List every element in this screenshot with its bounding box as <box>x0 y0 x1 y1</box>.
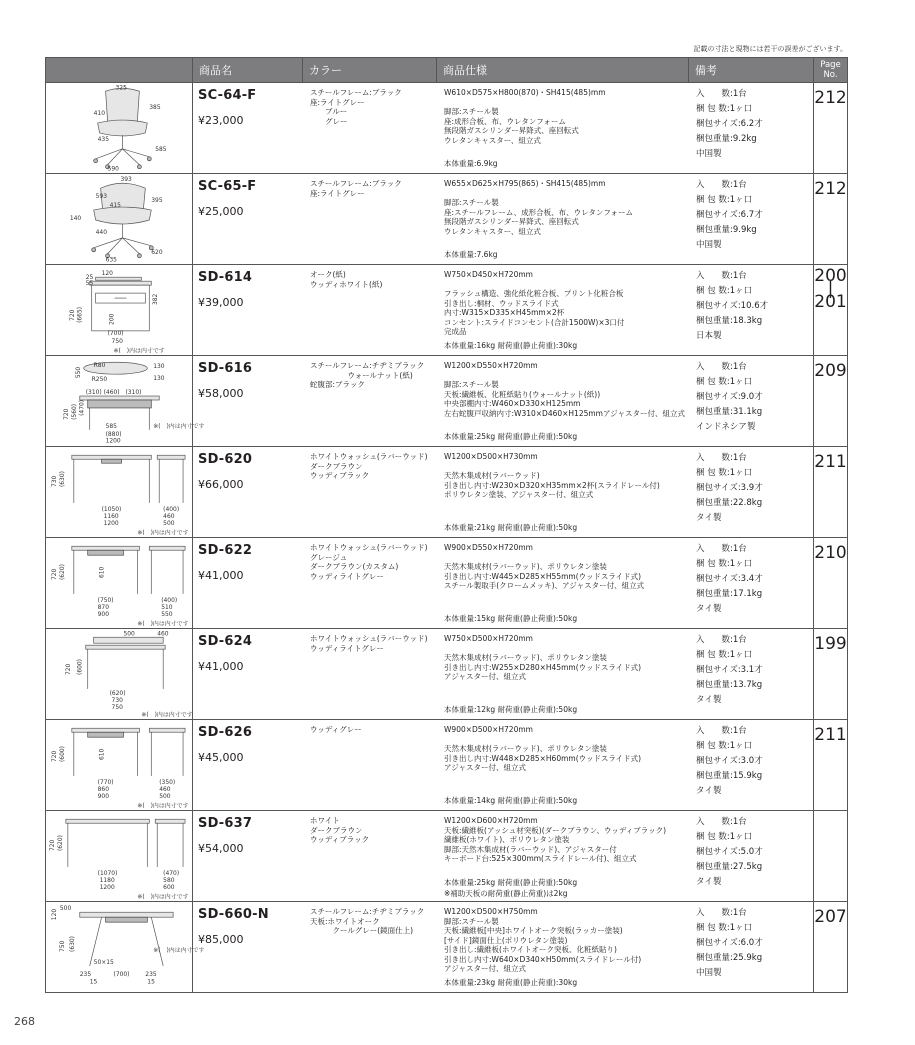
product-row-sc-65-f <box>46 174 848 265</box>
dimension-label: 1200 <box>103 519 119 527</box>
dimension-label: (600) <box>58 746 66 763</box>
header-remarks: 備考 <box>689 58 814 83</box>
desk-top <box>66 819 149 823</box>
dimension-label: (600) <box>76 659 84 675</box>
dimension-label: 585 <box>155 145 167 153</box>
product-diagram <box>46 83 193 174</box>
dimension-label: 440 <box>95 228 108 236</box>
product-weight: 本体重量:7.6kg <box>444 250 498 259</box>
dimension-label: 55 <box>85 280 94 288</box>
product-color: スチールフレーム:ブラック 座:ライトグレー ブルー グレー <box>310 88 402 126</box>
desk-drawer <box>102 459 122 463</box>
product-spec: W1200×D500×H750mm 脚部:スチール製 天板:繊維板[中央]ホワイトオーク突板(ラッカー塗装) [サイド]鏡面仕上(ポリウレタン塗装) 引き出し:繊維板(ホワイトオーク突板、化粧紙貼り) 引き出し内寸:W640×D340×H50mm(スライドレール付) アジャスター付、組立式 <box>444 907 642 973</box>
product-color: ホワイトウォッシュ(ラバーウッド) グレージュ ダークブラウン(カスタム) ウッディライトグレー <box>310 543 428 581</box>
dimension-label: 130 <box>153 375 165 383</box>
product-color: スチールフレーム:チヂミブラック 天板:ホワイトオーク クールグレー(鏡面仕上) <box>310 907 425 935</box>
chair-base <box>94 238 152 254</box>
page-ref-number: 212 <box>814 179 847 199</box>
dimension-label: 720 <box>62 408 70 420</box>
product-color: ホワイト ダークブラウン ウッディブラック <box>310 816 370 844</box>
measurement-note: 記載の寸法と現物には若干の誤差がございます。 <box>693 45 847 53</box>
page-number: 268 <box>14 1015 35 1028</box>
product-color: オーク(紙) ウッディホワイト(紙) <box>310 270 383 289</box>
dimension-label: 610 <box>98 748 106 761</box>
dimension-label: 720 <box>48 839 56 852</box>
dimension-label: 1160 <box>103 512 119 520</box>
dimension-label: 325 <box>115 84 127 92</box>
product-remarks: 入 数:1台 梱 包 数:1ヶ口 梱包サイズ:3.4才 梱包重量:17.1kg タイ製 <box>696 544 763 614</box>
product-row-sd-614 <box>46 265 848 356</box>
product-weight: 本体重量:16kg 耐荷重(静止荷重):30kg <box>444 341 578 350</box>
catalog-page-ref[interactable] <box>814 265 848 356</box>
dimension-label: (1050) <box>101 505 122 513</box>
header-page: Page No. <box>814 58 848 83</box>
product-row-sd-626 <box>46 720 848 811</box>
product-color: スチールフレーム:チヂミブラック ウォールナット(紙) 蛇腹部:ブラック <box>310 361 425 389</box>
caster <box>137 254 141 258</box>
page-ref-number: 210 <box>814 543 847 563</box>
dimension-label: 550 <box>161 610 173 618</box>
dimension-label: (665) <box>76 306 84 323</box>
product-row-sd-660-n <box>46 902 848 993</box>
dimension-label: (470) <box>163 869 180 877</box>
product-color: ウッディグレー <box>310 725 362 734</box>
product-diagram-svg <box>46 720 192 810</box>
product-spec: W1200×D500×H730mm 天然木集成材(ラバーウッド) 引き出し内寸:W230×D320×H35mm×2杯(スライドレール付) ポリウレタン塗装、アジャスター付、組立式 <box>444 452 660 499</box>
product-spec: W1200×D600×H720mm 天板:繊維板(アッシュ材突板)(ダークブラウン、ウッディブラック) 繊維板(ホワイト)、ポリウレタン塗装 脚部:天然木集成材(ラバーウッド)、アジャスター付 キーボード台:525×300mm(スライドレール付)、組立式 <box>444 816 667 863</box>
desk-top <box>72 728 140 732</box>
product-weight: 本体重量:21kg 耐荷重(静止荷重):50kg <box>444 523 578 532</box>
chair-base <box>96 149 150 165</box>
product-spec: W1200×D550×H720mm 脚部:スチール製 天板:繊維板、化粧紙貼り(ウォールナット(紙)) 中央部棚内寸:W460×D330×H125mm 左右蛇腹戸収納内寸:W310×D460×H125mmアジャスター付、組立式 <box>444 361 686 418</box>
desk-side-top <box>155 819 185 823</box>
dimension-label: 750 <box>111 703 123 711</box>
desk-drawer <box>88 550 124 555</box>
product-diagram-svg <box>46 83 192 173</box>
dimension-label: (630) <box>68 935 76 952</box>
product-code: SC-64-F <box>198 88 257 103</box>
page-ref-number: 207 <box>814 907 847 927</box>
product-code: SC-65-F <box>198 179 257 194</box>
dimension-label: 730 <box>50 475 58 488</box>
dimension-label: (630) <box>58 471 66 488</box>
dimension-label: 610 <box>98 566 106 579</box>
dimension-label: 900 <box>97 610 109 618</box>
desk-body <box>92 285 150 331</box>
dimension-label: (310) <box>85 389 102 397</box>
chair-back <box>106 88 140 123</box>
product-diagram <box>46 447 193 538</box>
dimension-label: (400) <box>161 596 178 604</box>
dimension-label: 580 <box>163 876 175 884</box>
desk-top <box>72 455 151 459</box>
dimension-label: (400) <box>163 505 180 513</box>
dimension-label: 1180 <box>99 876 115 884</box>
product-remarks: 入 数:1台 梱 包 数:1ヶ口 梱包サイズ:3.0才 梱包重量:15.9kg タイ製 <box>696 726 763 796</box>
product-diagram <box>46 174 193 265</box>
product-spec-table <box>45 57 848 993</box>
product-weight: 本体重量:12kg 耐荷重(静止荷重):50kg <box>444 705 578 714</box>
desk-top <box>90 281 152 285</box>
product-diagram <box>46 356 205 447</box>
dimension-label: (470) <box>78 399 86 416</box>
product-spec: W900×D500×H720mm 天然木集成材(ラバーウッド)、ポリウレタン塗装 引き出し内寸:W448×D285×H60mm(ウッドスライド式) アジャスター付、組立式 <box>444 725 642 772</box>
dimension-label: 585 <box>105 422 117 430</box>
product-row-sd-637 <box>46 811 848 902</box>
dimension-label: 870 <box>97 603 109 611</box>
product-row-sc-64-f <box>46 83 848 174</box>
product-weight: 本体重量:14kg 耐荷重(静止荷重):50kg <box>444 796 578 805</box>
dimension-label: 510 <box>161 603 173 611</box>
desk-side-top <box>149 546 185 550</box>
caster <box>92 248 96 252</box>
caster <box>147 157 151 161</box>
dimension-label: 50×15 <box>93 958 114 966</box>
dimension-label: 500 <box>163 519 175 527</box>
dimension-label: 15 <box>147 978 155 986</box>
desk-side-top <box>157 455 185 459</box>
product-price: ¥39,000 <box>198 296 244 309</box>
product-code: SD-626 <box>198 725 253 740</box>
product-row-sd-622 <box>46 538 848 629</box>
dimension-label: (1070) <box>97 869 118 877</box>
product-price: ¥45,000 <box>198 751 244 764</box>
dimension-label: ※( )内は内寸です <box>141 711 193 719</box>
page-ref-number: 200 | 201 <box>814 266 847 312</box>
desk-top <box>80 912 173 917</box>
product-spec: W750×D450×H720mm フラッシュ構造、強化紙化粧合板、プリント化粧合板 引き出し:桐材、ウッドスライド式 内寸:W315×D335×H45mm×2杯 コンセント:スライドコンセント(合計1500W)×3口付 完成品 <box>444 270 625 336</box>
product-diagram <box>46 265 193 356</box>
product-row-sd-616 <box>46 356 848 447</box>
dimension-label: 235 <box>79 970 92 978</box>
product-diagram <box>46 811 193 902</box>
catalog-page-ref[interactable] <box>814 629 848 720</box>
product-price: ¥41,000 <box>198 569 244 582</box>
dimension-label: 415 <box>109 202 121 210</box>
dimension-label: (460) <box>103 389 120 397</box>
product-remarks: 入 数:1台 梱 包 数:1ヶ口 梱包サイズ:5.0才 梱包重量:27.5kg タイ製 <box>696 817 763 887</box>
dimension-label: (700) <box>107 329 124 337</box>
product-weight: 本体重量:23kg 耐荷重(静止荷重):30kg <box>444 978 578 987</box>
dimension-label: 860 <box>97 785 109 793</box>
dimension-label: 395 <box>151 197 163 205</box>
dimension-label: 382 <box>152 293 160 306</box>
dimension-label: 200 <box>108 313 116 325</box>
dimension-label: 460 <box>157 630 169 638</box>
product-color: スチールフレーム:ブラック 座:ライトグレー <box>310 179 402 198</box>
product-diagram-svg <box>46 356 205 446</box>
dimension-label: (750) <box>97 596 114 604</box>
dimension-label: (560) <box>70 403 78 420</box>
product-diagram-svg <box>46 447 192 537</box>
dimension-label: 593 <box>95 193 108 201</box>
page-ref-number: 209 <box>814 361 847 381</box>
dimension-label: (700) <box>113 970 130 978</box>
desk-drawer <box>106 917 148 922</box>
dimension-label: 500 <box>59 905 72 913</box>
desk-top <box>80 396 159 400</box>
product-diagram-svg <box>46 265 192 355</box>
dimension-label: 435 <box>97 135 109 143</box>
dimension-label: 15 <box>89 978 98 986</box>
dimension-label: ※( )内は内寸です <box>137 529 189 537</box>
product-remarks: 入 数:1台 梱 包 数:1ヶ口 梱包サイズ:6.2才 梱包重量:9.2kg 中国製 <box>696 89 763 159</box>
dimension-label: 550 <box>74 366 82 379</box>
desk-top-plan <box>94 637 164 643</box>
dimension-label: ※( )内は内寸です <box>137 620 189 628</box>
product-price: ¥41,000 <box>198 660 244 673</box>
dimension-label: 140 <box>69 214 82 222</box>
product-price: ¥23,000 <box>198 114 244 127</box>
page-ref-number <box>814 811 847 817</box>
product-code: SD-616 <box>198 361 253 376</box>
chair-seat <box>98 120 148 136</box>
page-ref-number: 211 <box>814 725 847 745</box>
product-spec: W750×D500×H720mm 天然木集成材(ラバーウッド)、ポリウレタン塗装 引き出し内寸:W255×D280×H45mm(ウッドスライド式) アジャスター付、組立式 <box>444 634 642 681</box>
product-remarks: 入 数:1台 梱 包 数:1ヶ口 梱包サイズ:10.6才 梱包重量:18.3kg 日本製 <box>696 271 769 341</box>
dimension-label: 600 <box>163 883 175 891</box>
dimension-label: ※( )内は内寸です <box>153 422 205 430</box>
product-remarks: 入 数:1台 梱 包 数:1ヶ口 梱包サイズ:3.1才 梱包重量:13.7kg タイ製 <box>696 635 763 705</box>
product-code: SD-624 <box>198 634 253 649</box>
product-color: ホワイトウォッシュ(ラバーウッド) ウッディライトグレー <box>310 634 428 653</box>
dimension-label: 620 <box>151 248 163 256</box>
page-ref-number: 212 <box>814 88 847 108</box>
desk-hutch <box>96 277 142 280</box>
dimension-label: (620) <box>56 835 64 852</box>
product-price: ¥58,000 <box>198 387 244 400</box>
product-spec: W900×D550×H720mm 天然木集成材(ラバーウッド)、ポリウレタン塗装 引き出し内寸:W445×D285×H55mm(ウッドスライド式) スチール製取手(クロームメッキ)、アジャスター付、組立式 <box>444 543 645 590</box>
product-row-sd-620 <box>46 447 848 538</box>
product-diagram-svg <box>46 174 192 264</box>
product-code: SD-660-N <box>198 907 269 922</box>
dimension-label: 720 <box>50 750 58 763</box>
dimension-label: (310) <box>125 389 142 397</box>
dimension-label: 720 <box>68 309 76 321</box>
dimension-label: 460 <box>163 512 175 520</box>
product-diagram-svg <box>46 902 205 992</box>
dimension-label: 730 <box>111 696 123 704</box>
caster <box>137 165 141 169</box>
dimension-label: 1200 <box>105 437 121 445</box>
product-remarks: 入 数:1台 梱 包 数:1ヶ口 梱包サイズ:9.0才 梱包重量:31.1kg インドネシア製 <box>696 362 763 432</box>
product-diagram <box>46 629 193 720</box>
desk-leg <box>151 917 163 966</box>
catalog-page-ref[interactable] <box>814 538 848 629</box>
dimension-label: 900 <box>97 792 109 800</box>
dimension-label: 750 <box>111 337 123 345</box>
catalog-page-ref[interactable] <box>814 174 848 265</box>
catalog-page-ref[interactable] <box>814 902 848 993</box>
caster <box>94 159 98 163</box>
dimension-label: 500 <box>123 630 135 638</box>
header-name: 商品名 <box>193 58 303 83</box>
dimension-label: ※( )内は内寸です <box>113 347 165 355</box>
desk-drawer <box>88 732 124 737</box>
product-diagram-svg <box>46 629 192 719</box>
dimension-label: 120 <box>50 908 58 921</box>
product-spec: W610×D575×H800(870)・SH415(485)mm 脚部:スチール製 座:成形合板、布、ウレタンフォーム 無段階ガスシリンダー昇降式、座回転式 ウレタンキャスター、組立式 <box>444 88 606 145</box>
catalog-page-ref[interactable] <box>814 83 848 174</box>
dimension-label: 635 <box>105 256 117 264</box>
product-diagram <box>46 720 193 811</box>
catalog-page-ref[interactable] <box>814 811 848 902</box>
product-weight: 本体重量:15kg 耐荷重(静止荷重):50kg <box>444 614 578 623</box>
dimension-label: (620) <box>109 689 126 697</box>
dimension-label: 750 <box>58 940 66 952</box>
dimension-label: (350) <box>159 778 176 786</box>
product-diagram <box>46 902 205 993</box>
product-weight: 本体重量:25kg 耐荷重(静止荷重):50kg <box>444 432 578 441</box>
dimension-label: 500 <box>159 792 171 800</box>
dimension-label: 720 <box>50 568 58 581</box>
product-remarks: 入 数:1台 梱 包 数:1ヶ口 梱包サイズ:3.9才 梱包重量:22.8kg タイ製 <box>696 453 763 523</box>
product-code: SD-622 <box>198 543 253 558</box>
catalog-page-ref[interactable] <box>814 356 848 447</box>
page-ref-number: 211 <box>814 452 847 472</box>
desk-storage <box>88 400 152 408</box>
product-code: SD-637 <box>198 816 253 831</box>
table-header-row <box>46 58 848 83</box>
dimension-label: (880) <box>105 430 122 438</box>
dimension-label: 410 <box>93 110 106 118</box>
product-code: SD-614 <box>198 270 253 285</box>
product-price: ¥85,000 <box>198 933 244 946</box>
dimension-label: (620) <box>58 564 66 581</box>
page-ref-number: 199 <box>814 634 847 654</box>
product-diagram-svg <box>46 538 192 628</box>
dimension-label: 393 <box>120 176 132 184</box>
product-diagram-svg <box>46 811 192 901</box>
product-price: ¥25,000 <box>198 205 244 218</box>
catalog-page-ref[interactable] <box>814 447 848 538</box>
dimension-label: R80 <box>93 362 106 370</box>
header-color: カラー <box>303 58 437 83</box>
dimension-label: 385 <box>149 104 161 112</box>
product-code: SD-620 <box>198 452 253 467</box>
header-spec: 商品仕様 <box>437 58 689 83</box>
dimension-label: 720 <box>64 663 72 675</box>
dimension-label: 235 <box>145 970 157 978</box>
product-spec: W655×D625×H795(865)・SH415(485)mm 脚部:スチール製 座:スチールフレーム、成形合板、布、ウレタンフォーム 無段階ガスシリンダー昇降式、座回転式 ウレタンキャスター、組立式 <box>444 179 633 236</box>
dimension-label: ※( )内は内寸です <box>137 802 189 810</box>
desk-side-top <box>149 728 185 732</box>
dimension-label: 1200 <box>99 883 115 891</box>
product-weight: 本体重量:25kg 耐荷重(静止荷重):50kg ※補助天板の耐荷重(静止荷重)は2kg <box>444 878 578 898</box>
dimension-label: ※( )内は内寸です <box>153 946 205 954</box>
header-image <box>46 58 193 83</box>
product-weight: 本体重量:6.9kg <box>444 159 498 168</box>
catalog-page-ref[interactable] <box>814 720 848 811</box>
chair-seat <box>94 207 152 224</box>
product-remarks: 入 数:1台 梱 包 数:1ヶ口 梱包サイズ:6.7才 梱包重量:9.9kg 中国製 <box>696 180 763 250</box>
product-row-sd-624 <box>46 629 848 720</box>
dimension-label: (770) <box>97 778 114 786</box>
desk-top <box>86 645 165 649</box>
dimension-label: 590 <box>107 165 119 173</box>
dimension-label: 460 <box>159 785 171 793</box>
product-price: ¥66,000 <box>198 478 244 491</box>
product-diagram <box>46 538 193 629</box>
dimension-label: R250 <box>91 376 108 384</box>
dimension-label: 25 <box>85 274 94 282</box>
product-remarks: 入 数:1台 梱 包 数:1ヶ口 梱包サイズ:6.0才 梱包重量:25.9kg 中国製 <box>696 908 763 978</box>
dimension-label: 120 <box>101 270 113 278</box>
product-price: ¥54,000 <box>198 842 244 855</box>
desk-top <box>72 546 140 550</box>
dimension-label: 130 <box>153 363 165 371</box>
product-color: ホワイトウォッシュ(ラバーウッド) ダークブラウン ウッディブラック <box>310 452 428 480</box>
dimension-label: ※( )内は内寸です <box>137 893 189 901</box>
